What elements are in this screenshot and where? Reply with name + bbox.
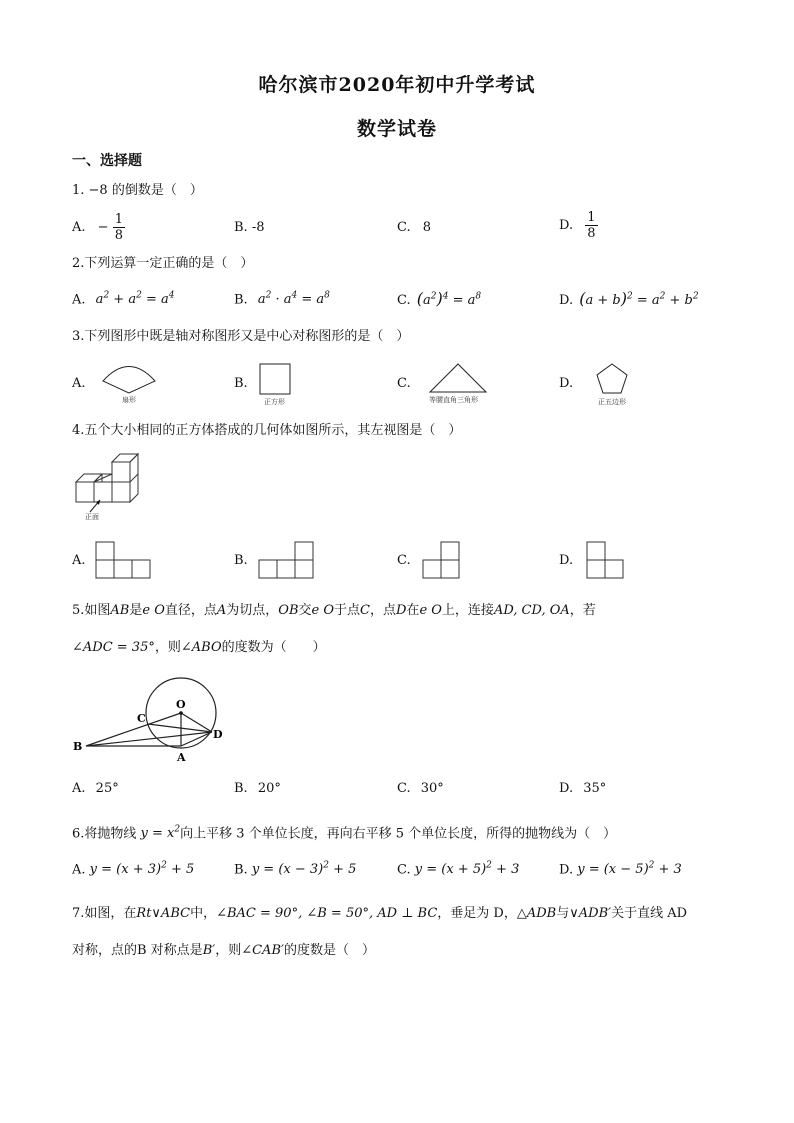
q6-option-c[interactable]: C. $y = (x + 5)^2 + 3$ [397, 861, 520, 878]
q5-label-a: A [177, 751, 186, 764]
q2-option-b-formula: $a^2 \cdot a^4 = a^8$ [257, 291, 330, 308]
q1-option-b-value: -8 [251, 220, 265, 235]
q4-view-c [423, 542, 459, 578]
q6-option-b-formula: $y = (x - 3)^2 + 5$ [251, 861, 357, 878]
q1-option-a-sign: − [97, 220, 109, 235]
q5-label-c: C [137, 712, 146, 725]
q6-option-d[interactable]: D. $y = (x - 5)^2 + 3$ [559, 861, 682, 878]
pentagon-figure [597, 364, 627, 393]
square-figure [260, 364, 290, 394]
q2-option-c-formula: $(a^2)^4 = a^8$ [416, 289, 482, 308]
question-6-stem: 6.将抛物线 $y = x^2$向上平移 3 个单位长度，再向右平移 5 个单位长度，所得的抛物线为（ ） [72, 825, 617, 842]
q4-view-a [96, 542, 150, 578]
q2-option-a-formula: $a^2 + a^2 = a^4$ [95, 291, 175, 308]
square-caption: 正方形 [264, 398, 285, 406]
q4-view-d [587, 542, 623, 578]
q5-center-dot [179, 711, 183, 715]
q5-circle-figure [86, 678, 216, 748]
q5-label-b: B [73, 740, 83, 753]
q3-option-c-label[interactable]: C. [397, 376, 411, 391]
question-7-stem-line2: 对称，点的B 对称点是B′，则∠CAB′的度数是（ ） [72, 943, 375, 958]
pentagon-caption: 正五边形 [598, 398, 626, 406]
q2-option-d-label: D. [559, 293, 574, 308]
question-5-stem-line1: 5.如图AB是e O直径，点A为切点，OB交e O于点C，点D在e O上，连接AD, CD, OA，若 [72, 603, 596, 618]
q2-option-c-label: C. [397, 293, 411, 308]
page-subtitle: 数学试卷 [356, 118, 437, 140]
section-title: 一、选择题 [72, 153, 142, 169]
q3-option-a-label[interactable]: A. [72, 376, 86, 391]
q4-option-c-label[interactable]: C. [397, 553, 411, 568]
q2-option-b-label: B. [234, 292, 248, 308]
sector-caption: 扇形 [122, 396, 136, 404]
page-title: 哈尔滨市2020年初中升学考试 [258, 74, 536, 96]
q5-option-d[interactable]: D. 35° [559, 781, 607, 796]
q1-option-a-fraction: $\frac{1}{8}$ [114, 212, 123, 243]
q4-solid-figure [76, 454, 138, 512]
q3-option-b-label[interactable]: B. [234, 376, 248, 391]
q6-option-c-formula: $y = (x + 5)^2 + 3$ [414, 861, 520, 878]
q3-option-d-label[interactable]: D. [559, 376, 574, 391]
q5-option-b[interactable]: B. 20° [234, 781, 281, 796]
q5-label-d: D [213, 728, 223, 741]
question-1-stem: 1. −8 的倒数是（ ） [72, 183, 203, 198]
q4-option-b-label[interactable]: B. [234, 553, 248, 568]
q1-option-b-label: B. [234, 220, 248, 235]
q1-option-c-value: 8 [422, 220, 432, 235]
q4-option-a-label[interactable]: A. [72, 553, 86, 568]
q4-option-d-label[interactable]: D. [559, 553, 574, 568]
q6-option-a[interactable]: A. $y = (x + 3)^2 + 5$ [72, 861, 195, 878]
sector-figure [103, 367, 155, 394]
q2-option-a-label: A. [72, 292, 86, 308]
q1-option-d-fraction: $\frac{1}{8}$ [587, 210, 596, 241]
q6-option-a-formula: $y = (x + 3)^2 + 5$ [89, 861, 195, 878]
q5-label-o: O [176, 698, 186, 711]
q1-option-a-label: A. [72, 220, 86, 235]
q4-front-label: 正面 [85, 513, 99, 521]
question-7-stem-line1: 7.如图，在Rt∨ABC中，∠BAC = 90°, ∠B = 50°, AD ⊥ BC，垂足为 D，△ADB与∨ADB′关于直线 AD [72, 906, 688, 921]
question-5-stem-line2: ∠ADC = 35°，则∠ABO的度数为（ ） [72, 640, 326, 655]
question-2-stem: 2.下列运算一定正确的是（ ） [72, 256, 254, 271]
q5-option-c[interactable]: C. 30° [397, 781, 444, 796]
q6-option-d-formula: $y = (x - 5)^2 + 3$ [577, 861, 682, 878]
question-3-stem: 3.下列图形中既是轴对称图形又是中心对称图形的是（ ） [72, 329, 410, 344]
q1-option-d-label: D. [559, 218, 574, 233]
q1-option-c-label: C. [397, 220, 411, 235]
question-4-stem: 4.五个大小相同的正方体搭成的几何体如图所示，其左视图是（ ） [72, 423, 462, 438]
q6-option-b[interactable]: B. $y = (x - 3)^2 + 5$ [234, 861, 357, 878]
q5-option-a[interactable]: A. 25° [72, 781, 119, 796]
q2-option-d-formula: $(a + b)^2 = a^2 + b^2$ [579, 289, 699, 308]
q4-view-b [259, 542, 313, 578]
triangle-figure [430, 364, 486, 392]
triangle-caption: 等腰直角三角形 [429, 396, 478, 404]
